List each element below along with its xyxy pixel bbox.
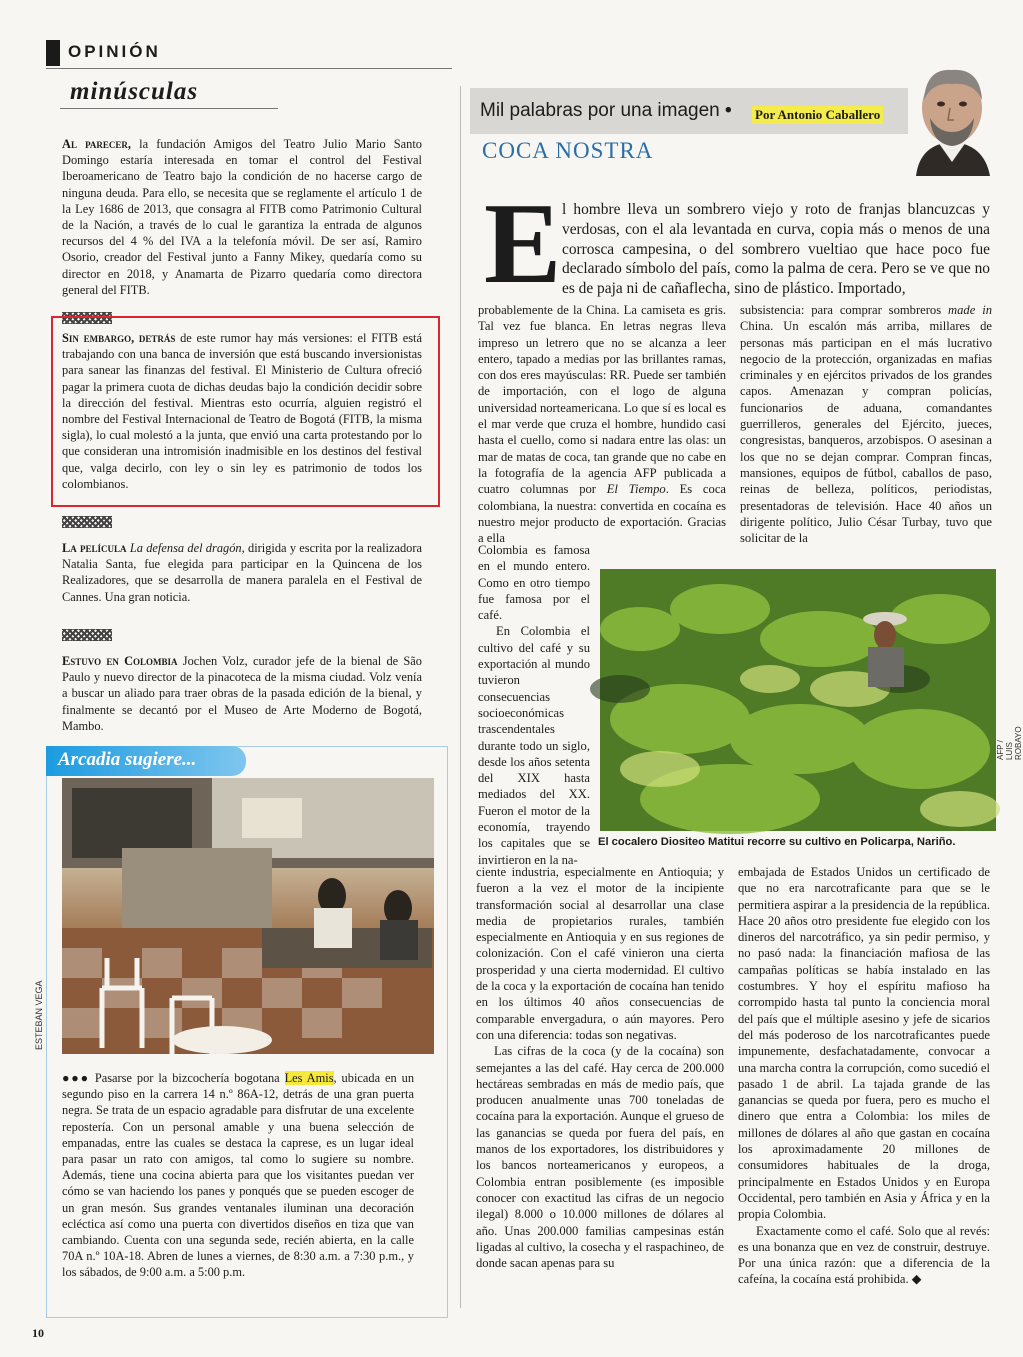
- film-title: La defensa del dragón: [129, 541, 242, 555]
- note-text: Jochen Volz, curador jefe de la bienal de São Paulo y nuevo director de la pinacoteca de la misma ciudad. Volz venía a buscar un aliado para traer obras de la pasada edición de la bienal, y finalmente se decantó por el Museo de Arte Moderno de Bogotá, Mambo.: [62, 654, 422, 733]
- arcadia-text-part: , ubicada en un segundo piso en la carrera 14 n.º 86A-12, detrás de una gran puerta negra. Se trata de un espacio agradable para disfrutar de una excelente repostería. Con un personal amable y una buena selección de empanadas, entre las cuales se destaca la caprese, es un lugar ideal para pasar un rato con amigos, tal como lo sugiere su nombre. Además, tiene una cocina abierta para que los visitantes puedan ver cómo se van haciendo los panes y ponqués que se pueden escoger de un gran mesón. Sus grandes ventanales iluminan una decoración ecléctica así como una puerta con divertidos diseños en tiza que van cambiando. Cuenta con una segunda sede, recién abierta, en la calle 70A n.º 10A-18. Abren de lunes a viernes, de 8:30 a.m. a 7:30 p.m., y los sábados, de 9:00 a.m. a 5:00 p.m.: [62, 1071, 415, 1280]
- section-marker: [46, 40, 60, 66]
- article-text: . Es coca colombiana, la nuestra: convertida en cocaína es nuestro mejor producto de exportación. Gracias a ella: [478, 482, 727, 546]
- portrait-illustration: [902, 58, 1002, 176]
- end-mark: ◆: [911, 1272, 922, 1287]
- note-4: [62, 653, 422, 734]
- article-text: subsistencia: para comprar sombreros: [740, 303, 949, 317]
- arcadia-text-part: Pasarse por la bizcochería bogotana: [89, 1071, 285, 1085]
- ornament-divider: [62, 516, 112, 528]
- kicker-bullet: •: [725, 100, 732, 121]
- headline: COCA NOSTRA: [482, 138, 654, 163]
- highlighted-name: Les Amis: [284, 1071, 334, 1085]
- article-col1-narrow: [478, 542, 590, 867]
- arcadia-title: Arcadia sugiere...: [58, 749, 197, 770]
- note-text: , dirigida y escrita por la realizadora Natalia Santa, fue elegida para participar en la Quincena de los Realizadores, que se desarrolla de manera paralela en el Festival de Cannes. Una gran noticia.: [62, 541, 422, 604]
- article-text: Exactamente como el café. Solo que al revés: es una bonanza que en vez de construir, destruye. Por una única razón: que a diferencia de la cafeína, la cocaína está prohibida.: [738, 1223, 990, 1287]
- article-text: ciente industria, especialmente en Antioquia; y fueron a la vez el motor de la incipiente transformación social al desarrollar una clase media de propietarios rurales, también especialmente en Antioquia y en sus regiones de colonización. Con el café vinieron una cierta prosperidad y una cierta modernidad. El cultivo de la coca y la exportación de cocaína han tenido en los últimos 40 años consecuencias de comparable envergadura, o aún mayores. Pero con una diferencia: todas son negativas.: [476, 865, 724, 1042]
- note-3: [62, 540, 422, 605]
- drop-cap: E: [484, 180, 562, 308]
- cafe-photo: [62, 778, 434, 1054]
- article-text: Las cifras de la coca (y de la cocaína) son semejantes a las del café. Hay cerca de 200.000 hectáreas sembradas en más de medio país, que producen anualmente unas 700 toneladas de cocaína para la exportación. Aunque el grueso de las ganancias se queda por fuera del país, en manos de los exportadores, los distribuidores y los bancos norteamericanos y europeos, a Colombia entran posiblemente (es imposible conocer con exactitud las cifras de un negocio ilegal) 8.000 o 10.000 millones de dólares al año. Unas 200.000 familias campesinas están ligadas al cultivo, la cosecha y el raspachineo, de donde sacan apenas para su: [476, 1044, 724, 1271]
- note-lead: Al parecer,: [62, 137, 132, 151]
- photo-credit: AFP / LUIS ROBAYO: [996, 726, 1023, 760]
- column-title: minúsculas: [70, 78, 199, 105]
- note-1: [62, 136, 422, 298]
- page-number: 10: [32, 1326, 44, 1340]
- divider: [60, 108, 278, 109]
- note-text: de este rumor hay más versiones: el FITB está trabajando con una banca de inversión que está buscando inversionistas para sanear las finanzas del festival. El Ministerio de Cultura ofreció pagar la primera cuota de dichas deudas bajo la condición decidir sobre la dirección del festival. Mientras esto ocurría, alguien registró el nombre del Festival Internacional de Teatro de Bogotá (FITB, la misma sigla), lo cual molestó a la junta, que envió una carta protestando por lo que consideran una intromisión inadmisible en los destinos del festival que, valga decirlo, con ley o sin ley es patrimonio de todos los colombianos.: [62, 331, 422, 491]
- byline: Por Antonio Caballero: [752, 106, 883, 124]
- author-portrait: [902, 58, 1002, 176]
- article-text: probablemente de la China. La camiseta es gris. Tal vez fue blanca. En letras negras lleva impreso un letrero que no se alcanza a leer entero, tapado a medias por las brillantes ramas, con dos eres mayúsculas: RR. Puede ser también de importación, con el logo de alguna universidad norteamericana. Lo que sí es local es el mar verde que cruza el hombre, hundido casi hasta el cuello, como si nadara entre las olas: un mar de matas de coca, tan grande que no cabe en la fotografía de la agencia AFP publicada a cuatro columnas por: [478, 303, 726, 497]
- article-col1-top: [478, 302, 726, 566]
- coca-field-photo: [600, 569, 996, 831]
- note-lead: Estuvo en Colombia: [62, 654, 178, 668]
- divider: [46, 68, 452, 69]
- photo-credit: ESTEBAN VEGA: [34, 980, 44, 1050]
- note-lead: La película: [62, 541, 127, 555]
- cafe-illustration: [62, 778, 434, 1054]
- section-label: OPINIÓN: [68, 42, 161, 61]
- photo-caption: El cocalero Diositeo Matitui recorre su cultivo en Policarpa, Nariño.: [598, 836, 956, 848]
- emphasis: made in: [948, 303, 992, 317]
- note-lead: Sin embargo, detrás: [62, 331, 176, 345]
- article-col2-top: [740, 302, 992, 564]
- bullet-marker: ●●●: [62, 1071, 90, 1085]
- note-2: [62, 330, 422, 492]
- ornament-divider: [62, 629, 112, 641]
- article-col2-bottom: [738, 864, 990, 1304]
- article-text: Colombia es famosa en el mundo entero. Como en otro tiempo fue famosa por el café.: [478, 543, 590, 623]
- arcadia-text: [62, 1070, 414, 1281]
- kicker-text: Mil palabras por una imagen: [480, 100, 720, 121]
- newspaper-title: El Tiempo: [606, 482, 666, 497]
- article-text: En Colombia el cultivo del café y su exportación al mundo tuvieron consecuencias socioeconómicas trascendentales durante todo un siglo, desde los años setenta del XIX hasta mediados del XX. Fueron el motor de la economía, trayendo los capitales que se invirtieron en la na-: [478, 624, 590, 867]
- article-intro: l hombre lleva un sombrero viejo y roto de franjas blancuzcas y verdosas, con el ala levantada en curva, copia más o menos de una corrosca campesina, o del sombrero vueltiao que hace poco fue declarado símbolo del país, como la palma de cera. Pero se ve que no es de paja ni de cañaflecha, sino de plástico. Importado,: [562, 201, 990, 298]
- article-col1-bottom: [476, 864, 724, 1304]
- note-text: la fundación Amigos del Teatro Julio Mario Santo Domingo estaría interesada en tomar el control del Festival Iberoamericano de Teatro bajo la condición de no hacerse cargo de ninguna deuda. Para ello, se necesita que se reglamente el artículo 1 de la Ley 1686 de 2013, que consagra al FITB como Patrimonio Cultural de la Nación, a través de lo cual le garantiza la entrada de algunos recursos del 4 % del IVA a la telefonía móvil. De ser así, Ramiro Osorio, creador del Festival junto a Fanny Mikey, quedaría como su director en 2018, y Anamarta de Pizarro quedaría como directora general del FITB.: [62, 137, 423, 297]
- article-text: China. Un escalón más arriba, millares de personas más participan en el más lucrativo negocio de la protección, organizadas en mafias criminales y en ejércitos privados de los grandes capos. Amenazan y compran policías, funcionarios de aduana, comandantes guerrilleros, generales del Ejército, jueces, congresistas, banqueros, arzobispos. O asesinan a los que no se dejan comprar. Compran fincas, mansiones, equipos de fútbol, caballos de paso, reinas de belleza, políticos, periodistas, presentadoras de televisión. Hace 40 años un dirigente político, Julio César Turbay, tuvo que solicitar de la: [740, 319, 992, 546]
- field-illustration: [600, 569, 996, 831]
- article-kicker: [480, 100, 732, 122]
- article-text: embajada de Estados Unidos un certificado de que no era narcotraficante para que se le permitiera aspirar a la presidencia de la república. Hace 20 años otro presidente fue elegido con los dineros del narcotráfico, ya sin pedir permiso, y no pasó nada: la financiación mafiosa de las campañas políticas se había instalado en las costumbres. Y hoy el espíritu mafioso ha corrompido hasta tal punto la conciencia moral del país que el múltiple asesino y jefe de sicarios del más poderoso de los narcotraficantes puede impunemente, desfachatadamente, convocar a una marcha contra la corrupción, como sucedió el pasado 1 de abril. La tajada grande de las ganancias se queda por fuera, pero es mucho el dinero que entra a Colombia: los miles de millones de dólares al año que gastan en cocaína los aproximadamente 20 millones de consumidores habituales de la droga, principalmente en Estados Unidos y en Europa Occidental, pero también en Asia y África y en la propia Colombia.: [738, 865, 990, 1222]
